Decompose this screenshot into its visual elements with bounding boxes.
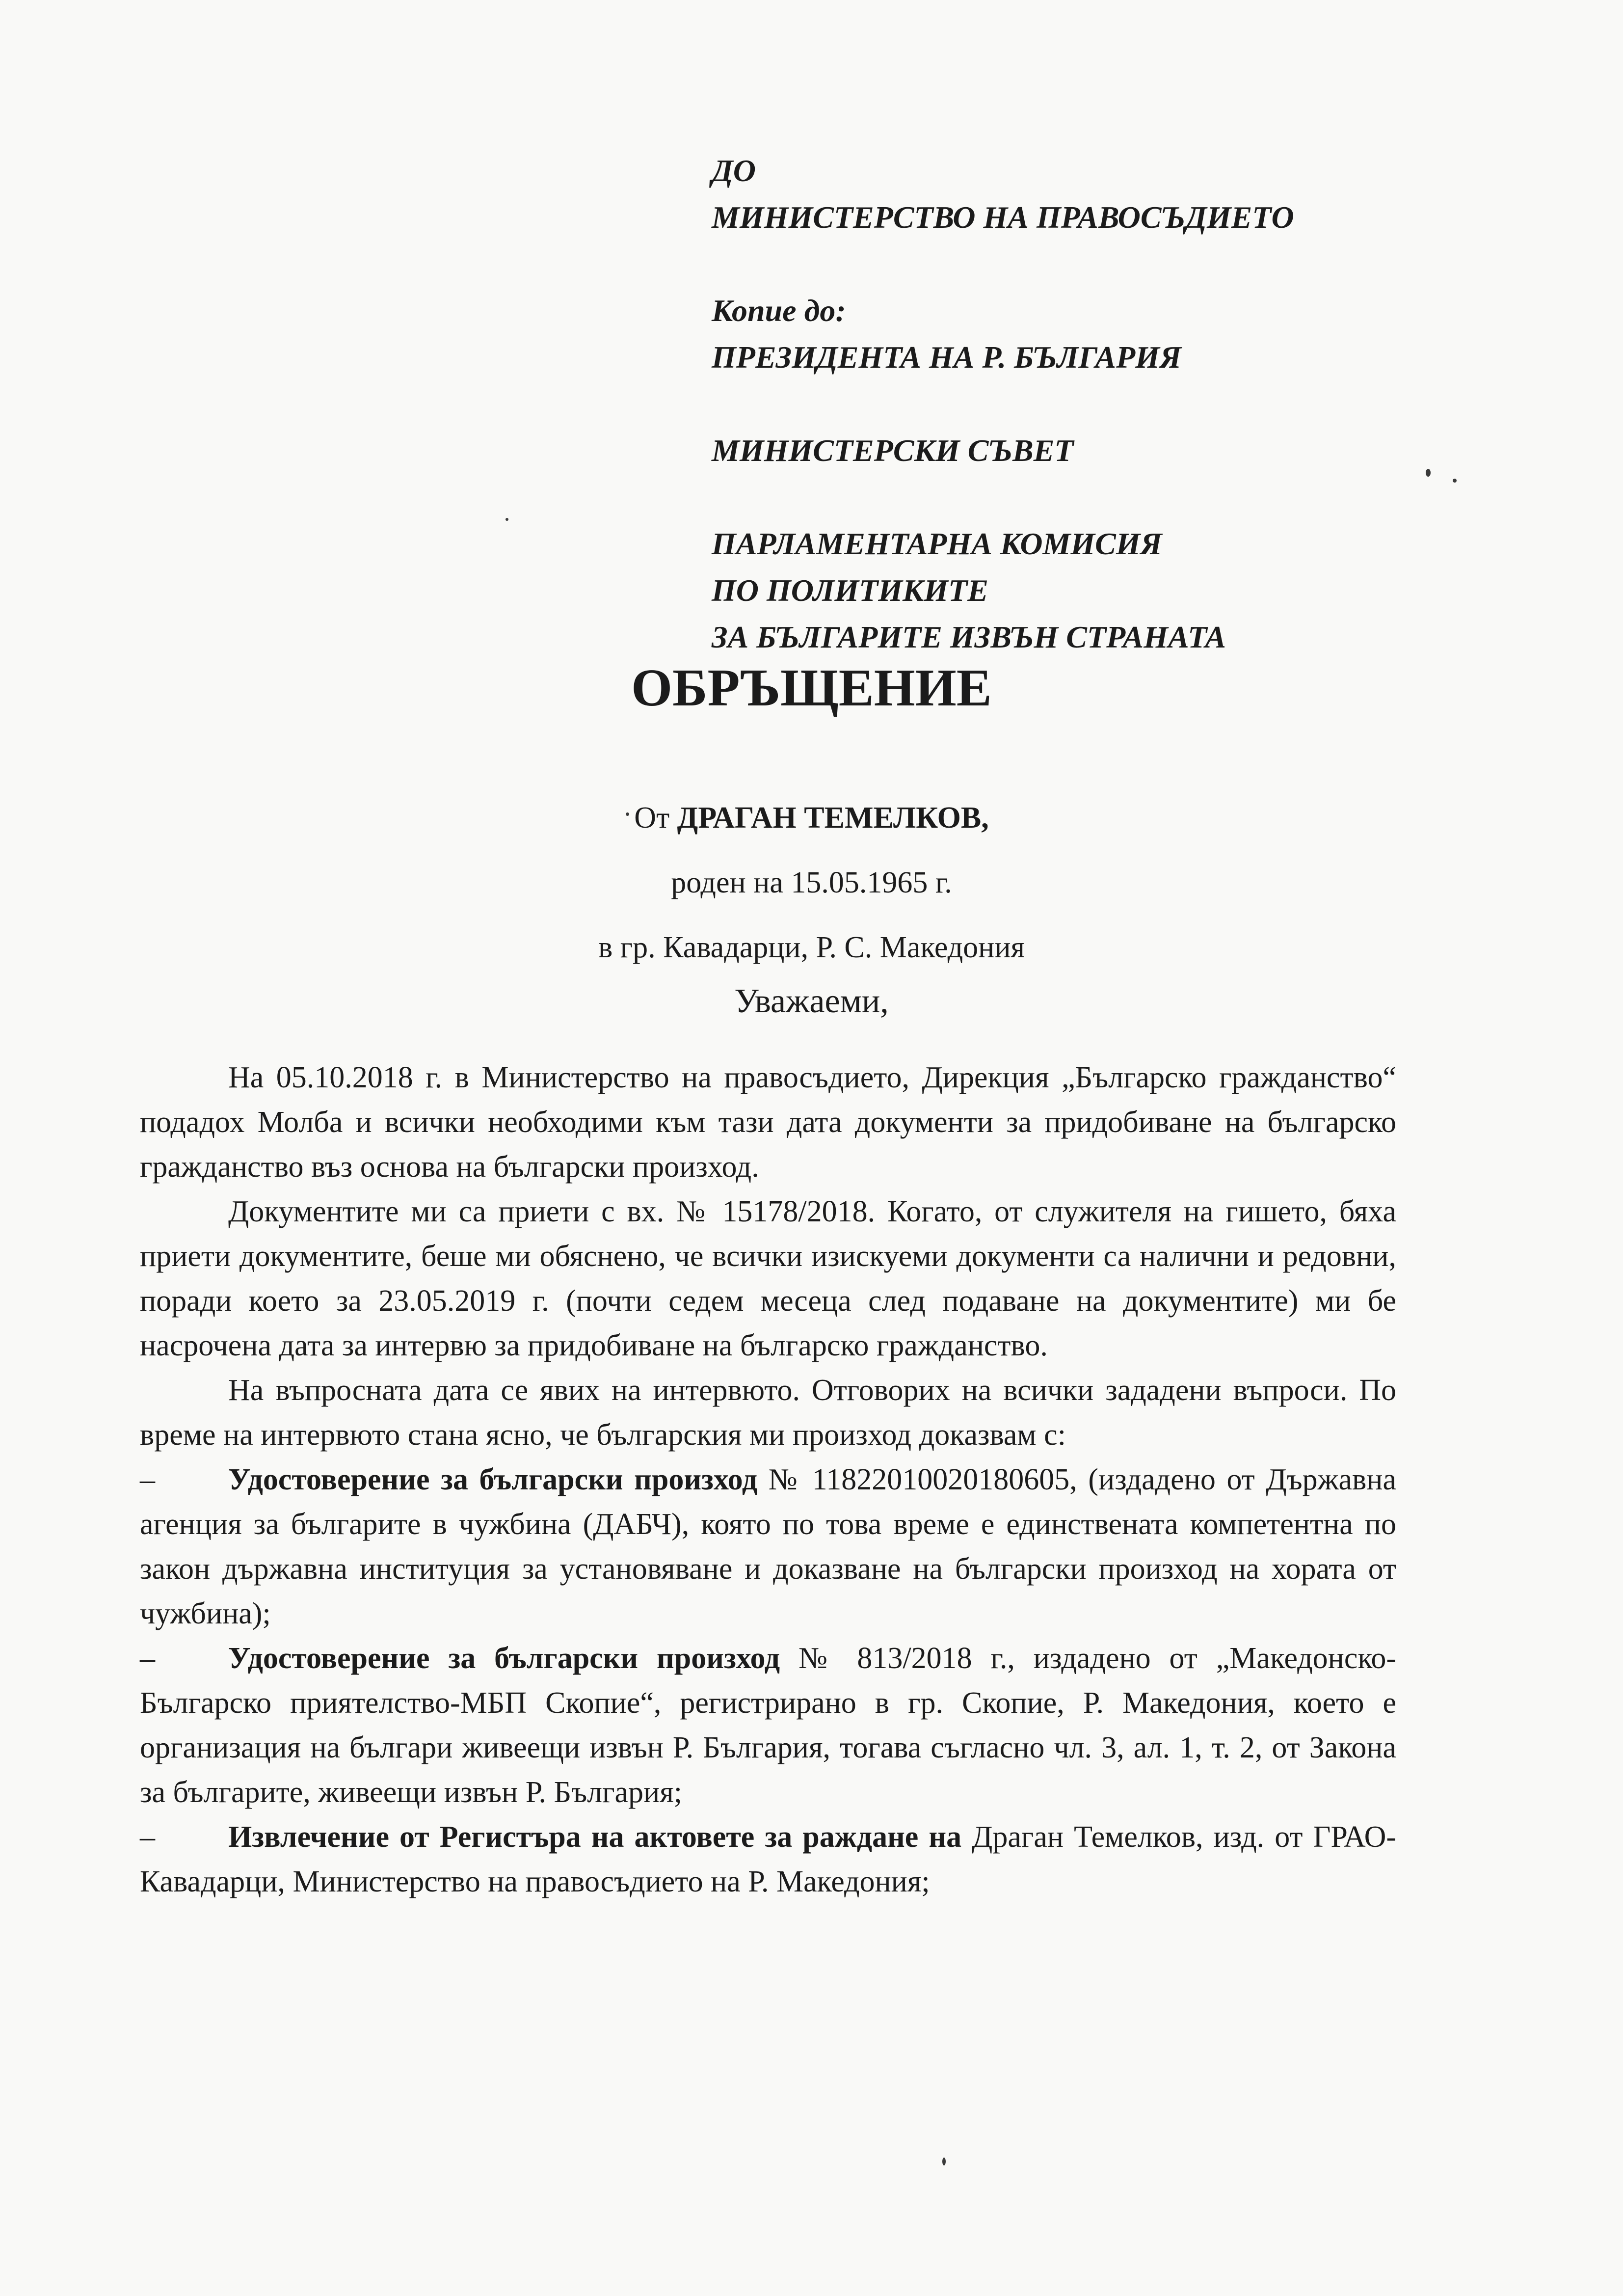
item-1-text: № 11822010020180605, (издадено от Държавна агенция за българите в чужбина (ДАБЧ), която по това време е единствената компетентна по закон държавна институция за установяване и доказване на български произход на хората от чужбина); [140,1463,1397,1630]
list-dash: – [140,1463,155,1496]
sender-birth-date: роден на 15.05.1965 г. [671,866,952,899]
list-dash: – [140,1642,155,1675]
item-3-title: Извлечение от Регистъра на актовете за раждане на [228,1820,962,1854]
list-dash: – [140,1820,155,1854]
addressee-ministry: МИНИСТЕРСТВО НА ПРАВОСЪДИЕТО [712,200,1294,235]
scan-speck [626,812,629,816]
paragraph-1: На 05.10.2018 г. в Министерство на правосъдието, Дирекция „Българско гражданство“ подадох Молба и всички необходими към тази дата документи за придобиване на българско гражданство въз основа на български произход. [140,1061,1396,1184]
list-item-1 [140,1458,1396,1636]
list-item-2 [140,1636,1396,1815]
item-2-title: Удостоверение за български произход [228,1642,780,1675]
scan-speck [1426,469,1431,477]
addressee-council: МИНИСТЕРСКИ СЪВЕТ [712,433,1074,468]
copy-to-label: Копие до: [712,293,846,328]
item-2-text: № 813/2018 г., издадено от „Македонско-Българско приятелство-МБП Скопие“, регистрирано в гр. Скопие, Р. Македония, което е организация на българи живеещи извън Р. България, тогава съгласно чл. 3, ал. 1, т. 2, от Закона за българите, живеещи извън Р. България; [140,1642,1397,1809]
paragraph-2: Документите ми са приети с вх. № 15178/2018. Когато, от служителя на гишето, бяха приети документите, беше ми обяснено, че всички изискуеми документи са налични и редовни, поради което за 23.05.2019 г. (почти седем месеца след подаване на документите) ми бе насрочена дата за интервю за придобиване на българско гражданство. [140,1195,1396,1362]
addressee-block [712,147,1294,660]
salutation: Уважаеми, [734,982,889,1020]
sender-block [0,785,1623,980]
sender-birth-place: в гр. Кавадарци, Р. С. Македония [598,931,1025,964]
paragraph-3: На въпросната дата се явих на интервюто. Отговорих на всички зададени въпроси. По време на интервюто стана ясно, че българския ми произход доказвам с: [140,1374,1396,1452]
list-item-3 [140,1815,1396,1904]
from-prefix: От [634,801,670,835]
scan-speck [506,518,508,521]
sender-line [0,785,1623,850]
document-title: ОБРЪЩЕНИЕ [631,659,992,717]
addressee-commission-line-1: ПАРЛАМЕНТАРНА КОМИСИЯ [712,526,1162,561]
addressee-commission-line-3: ЗА БЪЛГАРИТЕ ИЗВЪН СТРАНАТА [712,620,1226,654]
addressee-president: ПРЕЗИДЕНТА НА Р. БЪЛГАРИЯ [712,340,1182,375]
letter-body [140,1055,1396,1904]
scan-speck [942,2158,946,2165]
item-1-title: Удостоверение за български произход [228,1463,758,1496]
addressee-to: ДО [712,153,756,188]
item-3-text: Драган Темелков, изд. от ГРАО-Кавадарци, Министерство на правосъдието на Р. Македония; [140,1820,1396,1898]
scan-speck [1453,479,1457,483]
addressee-commission-line-2: ПО ПОЛИТИКИТЕ [712,573,988,608]
sender-name: ДРАГАН ТЕМЕЛКОВ, [677,801,989,835]
